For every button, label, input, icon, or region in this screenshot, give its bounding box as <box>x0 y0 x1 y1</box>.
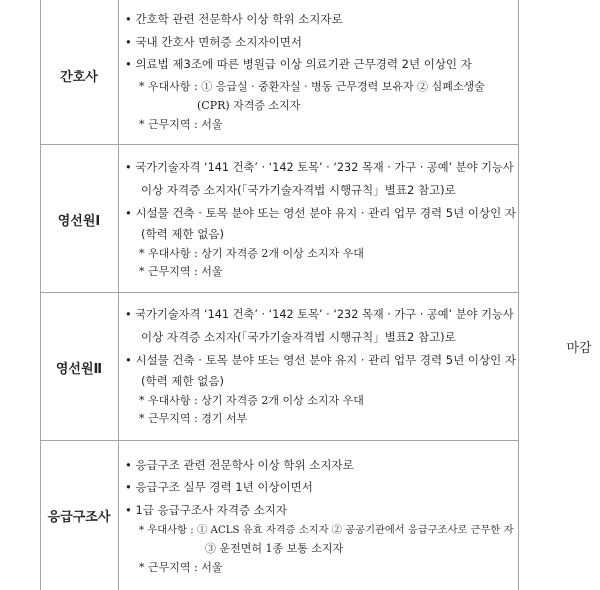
requirement-line: • 의료법 제3조에 따른 병원급 이상 의료기관 근무경력 2년 이상인 자 <box>125 57 472 71</box>
job-title: 응급구조사 <box>47 510 111 525</box>
requirement-line: • 간호학 관련 전문학사 이상 학위 소지자로 <box>125 12 343 26</box>
location-line: * 근무지역 : 서울 <box>139 118 223 131</box>
requirement-line: • 국가기술자격 ‘141 건축’ · ‘142 토목’ · ‘232 목재 · 가구 · 공예’ 분야 기능사 <box>125 161 514 174</box>
table-divider-status <box>518 0 519 590</box>
requirement-line: • 시설물 건축 · 토목 분야 또는 영선 분야 유지 · 관리 업무 경력 5년 이상인 자 <box>125 353 516 367</box>
preference-line: (CPR) 자격증 소지자 <box>197 99 301 112</box>
preference-line: * 우대사항 : 상기 자격증 2개 이상 소지자 우대 <box>139 247 364 260</box>
location-line: * 근무지역 : 서울 <box>139 561 223 574</box>
location-line: * 근무지역 : 경기 서부 <box>139 412 248 425</box>
row-divider <box>40 144 518 145</box>
requirement-line: • 1급 응급구조사 자격증 소지자 <box>125 503 288 517</box>
row-divider <box>40 440 518 441</box>
preference-line: * 우대사항 : ① ACLS 유효 자격증 소지자 ② 공공기관에서 응급구조사로 근무한 자 <box>139 524 514 536</box>
requirement-line: (학력 제한 없음) <box>141 227 224 241</box>
requirement-line: • 시설물 건축 · 토목 분야 또는 영선 분야 유지 · 관리 업무 경력 5년 이상인 자 <box>125 206 516 220</box>
job-title: 영선원Ⅱ <box>55 362 103 377</box>
requirement-line: (학력 제한 없음) <box>141 374 224 388</box>
preference-line: ③ 운전면허 1종 보통 소지자 <box>205 542 344 555</box>
recruitment-table <box>40 0 600 590</box>
preference-line: * 우대사항 : ① 응급실 · 중환자실 · 병동 근무경력 보유자 ② 심폐소생술 <box>139 80 485 93</box>
requirement-line: 이상 자격증 소지자(「국가기술자격법 시행규칙」별표2 참고)로 <box>141 330 456 344</box>
row-divider <box>40 292 518 293</box>
job-title: 간호사 <box>60 70 98 85</box>
requirement-line: • 응급구조 실무 경력 1년 이상이면서 <box>125 480 313 494</box>
requirement-line: • 국내 간호사 면허증 소지자이면서 <box>125 35 302 49</box>
requirement-line: 이상 자격증 소지자(「국가기술자격법 시행규칙」별표2 참고)로 <box>141 183 456 197</box>
job-title: 영선원Ⅰ <box>57 214 101 229</box>
table-border-left <box>40 0 41 590</box>
location-line: * 근무지역 : 서울 <box>139 265 223 278</box>
table-divider-title <box>118 0 119 590</box>
status-cell: 마감 <box>566 341 592 356</box>
requirement-line: • 국가기술자격 ‘141 건축’ · ‘142 토목’ · ‘232 목재 · 가구 · 공예’ 분야 기능사 <box>125 308 514 321</box>
preference-line: * 우대사항 : 상기 자격증 2개 이상 소지자 우대 <box>139 394 364 407</box>
requirement-line: • 응급구조 관련 전문학사 이상 학위 소지자로 <box>125 458 354 472</box>
